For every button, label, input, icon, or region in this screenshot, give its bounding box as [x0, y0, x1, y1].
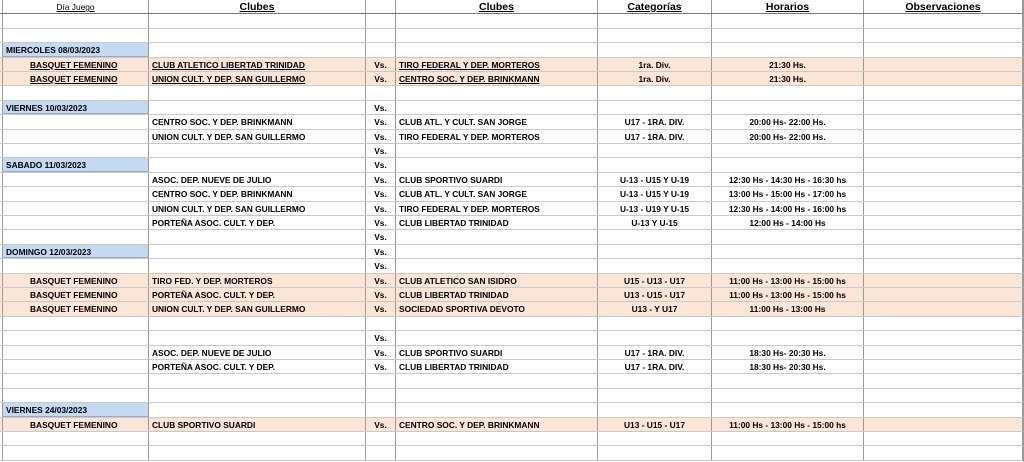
club-visitante-cell[interactable]: [395, 86, 597, 99]
horario-cell[interactable]: [711, 43, 863, 56]
horario-cell[interactable]: 20:00 Hs- 22:00 Hs.: [711, 130, 863, 143]
horario-cell[interactable]: [711, 446, 863, 459]
dia-juego-cell[interactable]: [2, 29, 148, 42]
horario-cell[interactable]: [711, 86, 863, 99]
observaciones-cell[interactable]: [863, 245, 1023, 258]
dia-juego-cell[interactable]: VIERNES 10/03/2023: [2, 101, 148, 114]
observaciones-cell[interactable]: [863, 274, 1023, 287]
dia-juego-cell[interactable]: VIERNES 24/03/2023: [2, 403, 148, 416]
observaciones-cell[interactable]: [863, 230, 1023, 243]
match-row: [0, 130, 1024, 144]
dia-juego-cell[interactable]: SABADO 11/03/2023: [2, 158, 148, 171]
club-local-cell[interactable]: [148, 403, 365, 416]
categoria-cell[interactable]: [597, 158, 711, 171]
observaciones-cell[interactable]: [863, 72, 1023, 85]
horario-cell[interactable]: [711, 29, 863, 42]
club-local-cell[interactable]: [148, 144, 365, 157]
observaciones-cell[interactable]: [863, 360, 1023, 373]
observaciones-cell[interactable]: [863, 331, 1023, 344]
horario-cell[interactable]: 11:00 Hs - 13:00 Hs - 15:00 hs: [711, 274, 863, 287]
club-visitante-cell[interactable]: CLUB LIBERTAD TRINIDAD: [395, 288, 597, 301]
club-local-cell[interactable]: TIRO FED. Y DEP. MORTEROS: [148, 274, 365, 287]
club-visitante-cell[interactable]: [395, 230, 597, 243]
vs-cell[interactable]: Vs.: [365, 360, 395, 373]
observaciones-cell[interactable]: [863, 144, 1023, 157]
horario-cell[interactable]: [711, 245, 863, 258]
vs-cell[interactable]: [365, 14, 395, 27]
header-clubes-visitante: Clubes: [395, 0, 597, 13]
observaciones-cell[interactable]: [863, 418, 1023, 431]
horario-cell[interactable]: [711, 158, 863, 171]
vs-cell[interactable]: Vs.: [365, 274, 395, 287]
categoria-cell[interactable]: [597, 374, 711, 387]
club-visitante-cell[interactable]: [395, 259, 597, 272]
observaciones-cell[interactable]: [863, 43, 1023, 56]
observaciones-cell[interactable]: [863, 403, 1023, 416]
dia-juego-cell[interactable]: [2, 173, 148, 186]
club-local-cell[interactable]: PORTEÑA ASOC. CULT. Y DEP.: [148, 216, 365, 229]
match-row: [0, 216, 1024, 230]
dia-juego-cell[interactable]: BASQUET FEMENINO: [2, 288, 148, 301]
club-local-cell[interactable]: [148, 259, 365, 272]
vs-cell[interactable]: Vs.: [365, 130, 395, 143]
vs-cell[interactable]: Vs.: [365, 346, 395, 359]
club-local-cell[interactable]: ASOC. DEP. NUEVE DE JULIO: [148, 346, 365, 359]
club-visitante-cell[interactable]: [395, 144, 597, 157]
vs-cell[interactable]: [365, 446, 395, 459]
horario-cell[interactable]: [711, 432, 863, 445]
observaciones-cell[interactable]: [863, 259, 1023, 272]
club-visitante-cell[interactable]: CLUB ATL. Y CULT. SAN JORGE: [395, 187, 597, 200]
match-row: [0, 202, 1024, 216]
categoria-cell[interactable]: [597, 101, 711, 114]
vs-cell[interactable]: Vs.: [365, 187, 395, 200]
blank-row: [0, 86, 1024, 100]
match-row: [0, 360, 1024, 374]
categoria-cell[interactable]: U-13 - U15 Y U-19: [597, 187, 711, 200]
blank-row: [0, 432, 1024, 446]
categoria-cell[interactable]: 1ra. Div.: [597, 72, 711, 85]
categoria-cell[interactable]: [597, 389, 711, 402]
club-local-cell[interactable]: [148, 86, 365, 99]
match-row: [0, 72, 1024, 86]
match-row: [0, 259, 1024, 273]
header-clubes-local: Clubes: [148, 0, 365, 13]
club-local-cell[interactable]: [148, 43, 365, 56]
club-visitante-cell[interactable]: [395, 403, 597, 416]
club-visitante-cell[interactable]: CENTRO SOC. Y DEP. BRINKMANN: [395, 72, 597, 85]
dia-juego-cell[interactable]: [2, 216, 148, 229]
observaciones-cell[interactable]: [863, 216, 1023, 229]
club-local-cell[interactable]: [148, 158, 365, 171]
observaciones-cell[interactable]: [863, 187, 1023, 200]
header-categorias: Categorías: [597, 0, 711, 13]
match-row: [0, 302, 1024, 316]
dia-juego-cell[interactable]: [2, 360, 148, 373]
day-row: [0, 101, 1024, 115]
observaciones-cell[interactable]: [863, 317, 1023, 330]
club-local-cell[interactable]: [148, 446, 365, 459]
day-row: [0, 158, 1024, 172]
match-row: [0, 144, 1024, 158]
blank-row: [0, 317, 1024, 331]
vs-cell[interactable]: Vs.: [365, 144, 395, 157]
match-row: [0, 331, 1024, 345]
categoria-cell[interactable]: [597, 432, 711, 445]
observaciones-cell[interactable]: [863, 288, 1023, 301]
club-visitante-cell[interactable]: CLUB LIBERTAD TRINIDAD: [395, 216, 597, 229]
club-visitante-cell[interactable]: [395, 14, 597, 27]
club-local-cell[interactable]: [148, 245, 365, 258]
club-visitante-cell[interactable]: [395, 446, 597, 459]
dia-juego-cell[interactable]: [2, 317, 148, 330]
dia-juego-cell[interactable]: [2, 86, 148, 99]
day-row: [0, 245, 1024, 259]
vs-cell[interactable]: Vs.: [365, 288, 395, 301]
match-row: [0, 187, 1024, 201]
club-local-cell[interactable]: [148, 432, 365, 445]
blank-row: [0, 29, 1024, 43]
match-row: [0, 346, 1024, 360]
categoria-cell[interactable]: U-13 Y U-15: [597, 216, 711, 229]
match-row: [0, 58, 1024, 72]
club-visitante-cell[interactable]: SOCIEDAD SPORTIVA DEVOTO: [395, 302, 597, 315]
club-visitante-cell[interactable]: [395, 158, 597, 171]
categoria-cell[interactable]: 1ra. Div.: [597, 58, 711, 71]
vs-cell[interactable]: [365, 86, 395, 99]
club-visitante-cell[interactable]: CLUB ATL. Y CULT. SAN JORGE: [395, 115, 597, 128]
dia-juego-cell[interactable]: MIERCOLES 08/03/2023: [2, 43, 148, 56]
blank-row: [0, 446, 1024, 460]
observaciones-cell[interactable]: [863, 374, 1023, 387]
observaciones-cell[interactable]: [863, 158, 1023, 171]
vs-cell[interactable]: [365, 0, 395, 13]
club-local-cell[interactable]: [148, 230, 365, 243]
dia-juego-cell[interactable]: BASQUET FEMENINO: [2, 274, 148, 287]
vs-cell[interactable]: [365, 43, 395, 56]
categoria-cell[interactable]: [597, 86, 711, 99]
match-row: [0, 288, 1024, 302]
club-visitante-cell[interactable]: CENTRO SOC. Y DEP. BRINKMANN: [395, 418, 597, 431]
blank-row: [0, 374, 1024, 388]
horario-cell[interactable]: [711, 144, 863, 157]
dia-juego-cell[interactable]: [2, 230, 148, 243]
dia-juego-cell[interactable]: [2, 446, 148, 459]
dia-juego-cell[interactable]: [2, 130, 148, 143]
categoria-cell[interactable]: U-13 - U15 Y U-19: [597, 173, 711, 186]
club-local-cell[interactable]: [148, 331, 365, 344]
categoria-cell[interactable]: [597, 259, 711, 272]
vs-cell[interactable]: Vs.: [365, 72, 395, 85]
club-local-cell[interactable]: [148, 374, 365, 387]
club-visitante-cell[interactable]: CLUB ATLETICO SAN ISIDRO: [395, 274, 597, 287]
vs-cell[interactable]: Vs.: [365, 245, 395, 258]
vs-cell[interactable]: Vs.: [365, 302, 395, 315]
club-local-cell[interactable]: [148, 29, 365, 42]
club-visitante-cell[interactable]: [395, 43, 597, 56]
club-visitante-cell[interactable]: [395, 432, 597, 445]
header-observaciones: Observaciones: [863, 0, 1023, 13]
club-local-cell[interactable]: CENTRO SOC. Y DEP. BRINKMANN: [148, 187, 365, 200]
dia-juego-cell[interactable]: [2, 259, 148, 272]
horario-cell[interactable]: 13:00 Hs - 15:00 Hs - 17:00 hs: [711, 187, 863, 200]
vs-cell[interactable]: [365, 374, 395, 387]
observaciones-cell[interactable]: [863, 302, 1023, 315]
categoria-cell[interactable]: [597, 331, 711, 344]
observaciones-cell[interactable]: [863, 58, 1023, 71]
vs-cell[interactable]: Vs.: [365, 115, 395, 128]
horario-cell[interactable]: 20:00 Hs- 22:00 Hs.: [711, 115, 863, 128]
vs-cell[interactable]: Vs.: [365, 101, 395, 114]
dia-juego-cell[interactable]: [2, 14, 148, 27]
club-local-cell[interactable]: CLUB ATLETICO LIBERTAD TRINIDAD: [148, 58, 365, 71]
categoria-cell[interactable]: [597, 446, 711, 459]
vs-cell[interactable]: [365, 432, 395, 445]
vs-cell[interactable]: Vs.: [365, 418, 395, 431]
observaciones-cell[interactable]: [863, 130, 1023, 143]
horario-cell[interactable]: 11:00 Hs - 13:00 Hs - 15:00 hs: [711, 418, 863, 431]
vs-cell[interactable]: Vs.: [365, 230, 395, 243]
observaciones-cell[interactable]: [863, 14, 1023, 27]
vs-cell[interactable]: [365, 403, 395, 416]
club-local-cell[interactable]: UNION CULT. Y DEP. SAN GUILLERMO: [148, 72, 365, 85]
dia-juego-cell[interactable]: [2, 389, 148, 402]
vs-cell[interactable]: Vs.: [365, 259, 395, 272]
club-visitante-cell[interactable]: [395, 245, 597, 258]
club-local-cell[interactable]: UNION CULT. Y DEP. SAN GUILLERMO: [148, 202, 365, 215]
club-visitante-cell[interactable]: CLUB SPORTIVO SUARDI: [395, 346, 597, 359]
horario-cell[interactable]: [711, 101, 863, 114]
club-local-cell[interactable]: PORTEÑA ASOC. CULT. Y DEP.: [148, 360, 365, 373]
vs-cell[interactable]: [365, 29, 395, 42]
match-row: [0, 173, 1024, 187]
dia-juego-cell[interactable]: [2, 346, 148, 359]
club-local-cell[interactable]: UNION CULT. Y DEP. SAN GUILLERMO: [148, 302, 365, 315]
vs-cell[interactable]: Vs.: [365, 331, 395, 344]
categoria-cell[interactable]: U17 - 1RA. DIV.: [597, 130, 711, 143]
vs-cell[interactable]: Vs.: [365, 202, 395, 215]
dia-juego-cell[interactable]: [2, 144, 148, 157]
vs-cell[interactable]: Vs.: [365, 58, 395, 71]
categoria-cell[interactable]: U17 - 1RA. DIV.: [597, 346, 711, 359]
day-row: [0, 403, 1024, 417]
observaciones-cell[interactable]: [863, 446, 1023, 459]
horario-cell[interactable]: 11:00 Hs - 13:00 Hs - 15:00 hs: [711, 288, 863, 301]
club-local-cell[interactable]: [148, 317, 365, 330]
blank-row: [0, 14, 1024, 28]
vs-cell[interactable]: Vs.: [365, 216, 395, 229]
club-visitante-cell[interactable]: [395, 29, 597, 42]
horario-cell[interactable]: [711, 317, 863, 330]
club-local-cell[interactable]: PORTEÑA ASOC. CULT. Y DEP.: [148, 288, 365, 301]
categoria-cell[interactable]: [597, 29, 711, 42]
club-visitante-cell[interactable]: [395, 389, 597, 402]
club-local-cell[interactable]: [148, 101, 365, 114]
categoria-cell[interactable]: [597, 403, 711, 416]
vs-cell[interactable]: [365, 317, 395, 330]
dia-juego-cell[interactable]: [2, 331, 148, 344]
club-visitante-cell[interactable]: [395, 101, 597, 114]
horario-cell[interactable]: [711, 374, 863, 387]
horario-cell[interactable]: 18:30 Hs- 20:30 Hs.: [711, 346, 863, 359]
horario-cell[interactable]: [711, 230, 863, 243]
header-row: [0, 0, 1024, 14]
dia-juego-cell[interactable]: BASQUET FEMENINO: [2, 58, 148, 71]
categoria-cell[interactable]: U17 - 1RA. DIV.: [597, 115, 711, 128]
header-horarios: Horarios: [711, 0, 863, 13]
dia-juego-cell[interactable]: BASQUET FEMENINO: [2, 302, 148, 315]
club-visitante-cell[interactable]: TIRO FEDERAL Y DEP. MORTEROS: [395, 58, 597, 71]
horario-cell[interactable]: [711, 389, 863, 402]
blank-row: [0, 389, 1024, 403]
horario-cell[interactable]: 12:30 Hs - 14:00 Hs - 16:00 hs: [711, 202, 863, 215]
categoria-cell[interactable]: [597, 43, 711, 56]
club-local-cell[interactable]: UNION CULT. Y DEP. SAN GUILLERMO: [148, 130, 365, 143]
day-row: [0, 43, 1024, 57]
club-visitante-cell[interactable]: CLUB LIBERTAD TRINIDAD: [395, 360, 597, 373]
club-local-cell[interactable]: ASOC. DEP. NUEVE DE JULIO: [148, 173, 365, 186]
horario-cell[interactable]: [711, 403, 863, 416]
club-visitante-cell[interactable]: [395, 331, 597, 344]
dia-juego-cell[interactable]: BASQUET FEMENINO: [2, 418, 148, 431]
dia-juego-cell[interactable]: DOMINGO 12/03/2023: [2, 245, 148, 258]
categoria-cell[interactable]: U15 - U13 - U17: [597, 274, 711, 287]
observaciones-cell[interactable]: [863, 389, 1023, 402]
categoria-cell[interactable]: [597, 14, 711, 27]
observaciones-cell[interactable]: [863, 432, 1023, 445]
categoria-cell[interactable]: [597, 245, 711, 258]
dia-juego-cell[interactable]: [2, 187, 148, 200]
horario-cell[interactable]: [711, 259, 863, 272]
observaciones-cell[interactable]: [863, 86, 1023, 99]
match-row: [0, 274, 1024, 288]
categoria-cell[interactable]: [597, 317, 711, 330]
club-local-cell[interactable]: CENTRO SOC. Y DEP. BRINKMANN: [148, 115, 365, 128]
vs-cell[interactable]: Vs.: [365, 173, 395, 186]
horario-cell[interactable]: 12:00 Hs - 14:00 Hs: [711, 216, 863, 229]
categoria-cell[interactable]: U13 - U15 - U17: [597, 418, 711, 431]
horario-cell[interactable]: 21:30 Hs.: [711, 72, 863, 85]
categoria-cell[interactable]: U-13 - U19 Y U-15: [597, 202, 711, 215]
club-visitante-cell[interactable]: CLUB SPORTIVO SUARDI: [395, 173, 597, 186]
dia-juego-cell[interactable]: BASQUET FEMENINO: [2, 72, 148, 85]
dia-juego-cell[interactable]: [2, 202, 148, 215]
club-visitante-cell[interactable]: [395, 374, 597, 387]
match-row: [0, 230, 1024, 244]
horario-cell[interactable]: [711, 331, 863, 344]
observaciones-cell[interactable]: [863, 173, 1023, 186]
horario-cell[interactable]: 12:30 Hs - 14:30 Hs - 16:30 hs: [711, 173, 863, 186]
club-local-cell[interactable]: [148, 389, 365, 402]
horario-cell[interactable]: 11:00 Hs - 13:00 Hs: [711, 302, 863, 315]
club-visitante-cell[interactable]: TIRO FEDERAL Y DEP. MORTEROS: [395, 130, 597, 143]
club-visitante-cell[interactable]: TIRO FEDERAL Y DEP. MORTEROS: [395, 202, 597, 215]
horario-cell[interactable]: 18:30 Hs- 20:30 Hs.: [711, 360, 863, 373]
horario-cell[interactable]: [711, 14, 863, 27]
observaciones-cell[interactable]: [863, 115, 1023, 128]
header-dia-juego: Día Juego: [2, 0, 148, 13]
dia-juego-cell[interactable]: [2, 432, 148, 445]
vs-cell[interactable]: Vs.: [365, 158, 395, 171]
observaciones-cell[interactable]: [863, 202, 1023, 215]
categoria-cell[interactable]: U13 - U15 - U17: [597, 288, 711, 301]
horario-cell[interactable]: 21:30 Hs.: [711, 58, 863, 71]
club-local-cell[interactable]: CLUB SPORTIVO SUARDI: [148, 418, 365, 431]
vs-cell[interactable]: [365, 389, 395, 402]
categoria-cell[interactable]: U13 - Y U17: [597, 302, 711, 315]
club-visitante-cell[interactable]: [395, 317, 597, 330]
dia-juego-cell[interactable]: [2, 115, 148, 128]
club-local-cell[interactable]: [148, 14, 365, 27]
observaciones-cell[interactable]: [863, 29, 1023, 42]
dia-juego-cell[interactable]: [2, 374, 148, 387]
categoria-cell[interactable]: U17 - 1RA. DIV.: [597, 360, 711, 373]
categoria-cell[interactable]: [597, 230, 711, 243]
match-row: [0, 418, 1024, 432]
categoria-cell[interactable]: [597, 144, 711, 157]
observaciones-cell[interactable]: [863, 346, 1023, 359]
match-row: [0, 115, 1024, 129]
observaciones-cell[interactable]: [863, 101, 1023, 114]
